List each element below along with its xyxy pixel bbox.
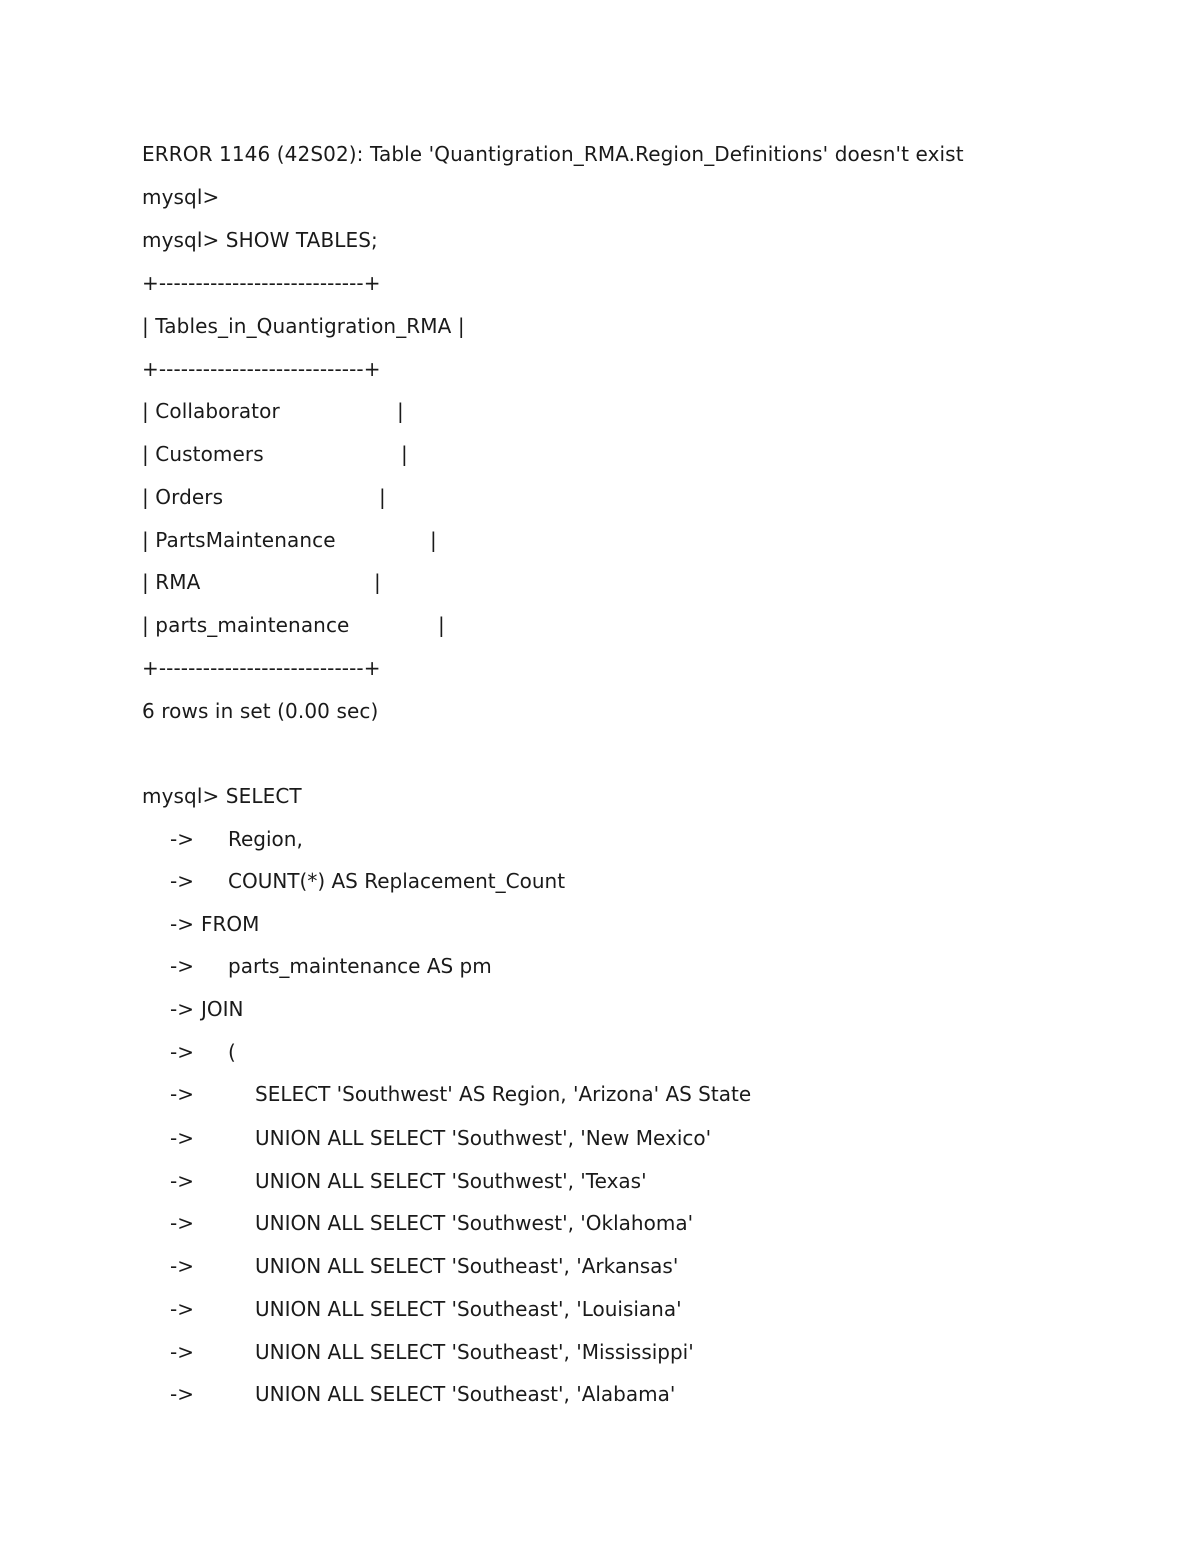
error-line: ERROR 1146 (42S02): Table 'Quantigration_RMA.Region_Definitions' doesn't exist [142, 142, 964, 166]
select-line: mysql> SELECT [142, 784, 302, 808]
query-line: UNION ALL SELECT 'Southeast', 'Alabama' [255, 1382, 676, 1406]
query-line: JOIN [201, 997, 244, 1021]
continuation-arrow: -> [170, 1040, 194, 1064]
continuation-arrow: -> [170, 1297, 194, 1321]
table-row: | RMA [142, 570, 201, 594]
table-border-bottom: +----------------------------+ [142, 656, 381, 680]
row-summary: 6 rows in set (0.00 sec) [142, 699, 379, 723]
continuation-arrow: -> [170, 1254, 194, 1278]
table-row: | PartsMaintenance [142, 528, 336, 552]
table-row-pipe: | [374, 570, 381, 594]
table-border-mid: +----------------------------+ [142, 357, 381, 381]
continuation-arrow: -> [170, 1126, 194, 1150]
query-line: UNION ALL SELECT 'Southwest', 'Oklahoma' [255, 1211, 694, 1235]
query-line: parts_maintenance AS pm [228, 954, 492, 978]
continuation-arrow: -> [170, 1169, 194, 1193]
continuation-arrow: -> [170, 954, 194, 978]
show-tables-line: mysql> SHOW TABLES; [142, 228, 378, 252]
table-row-pipe: | [401, 442, 408, 466]
query-line: FROM [201, 912, 260, 936]
query-line: ( [228, 1040, 236, 1064]
query-line: UNION ALL SELECT 'Southeast', 'Mississippi' [255, 1340, 694, 1364]
table-row-pipe: | [438, 613, 445, 637]
table-header: | Tables_in_Quantigration_RMA | [142, 314, 465, 338]
table-border-top: +----------------------------+ [142, 271, 381, 295]
prompt-line: mysql> [142, 185, 220, 209]
table-row-pipe: | [430, 528, 437, 552]
continuation-arrow: -> [170, 1340, 194, 1364]
table-row: | Customers [142, 442, 264, 466]
continuation-arrow: -> [170, 1211, 194, 1235]
table-row: | Collaborator [142, 399, 280, 423]
continuation-arrow: -> [170, 912, 194, 936]
query-line: SELECT 'Southwest' AS Region, 'Arizona' AS State [255, 1082, 752, 1106]
continuation-arrow: -> [170, 869, 194, 893]
table-row-pipe: | [379, 485, 386, 509]
continuation-arrow: -> [170, 1082, 194, 1106]
table-row: | parts_maintenance [142, 613, 350, 637]
table-row: | Orders [142, 485, 224, 509]
query-line: UNION ALL SELECT 'Southeast', 'Arkansas' [255, 1254, 679, 1278]
query-line: UNION ALL SELECT 'Southeast', 'Louisiana' [255, 1297, 682, 1321]
query-line: UNION ALL SELECT 'Southwest', 'New Mexico' [255, 1126, 712, 1150]
continuation-arrow: -> [170, 1382, 194, 1406]
query-line: UNION ALL SELECT 'Southwest', 'Texas' [255, 1169, 647, 1193]
query-line: COUNT(*) AS Replacement_Count [228, 869, 566, 893]
continuation-arrow: -> [170, 827, 194, 851]
continuation-arrow: -> [170, 997, 194, 1021]
table-row-pipe: | [397, 399, 404, 423]
query-line: Region, [228, 827, 303, 851]
